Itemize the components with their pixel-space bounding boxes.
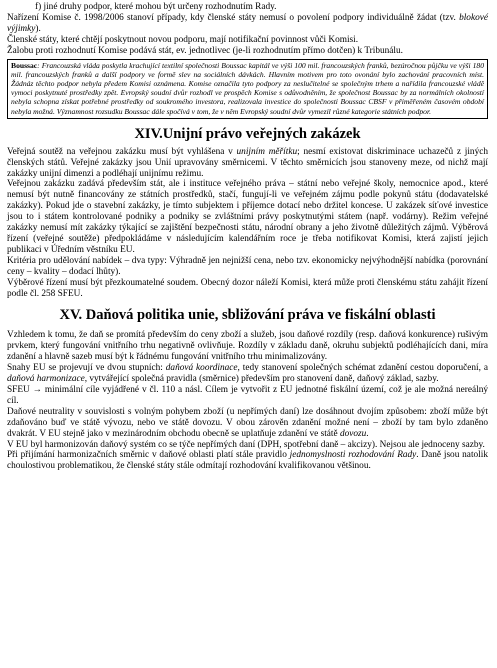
import-term: dovozu — [339, 428, 367, 439]
paragraph-sfeu: SFEU → minimální cíle vyjádřené v čl. 110 a násl. Cílem je vytvořit z EU jednotné fiskální území, což je ale možná nereálný cíl. — [7, 384, 488, 406]
unanimity-term: jednomyslnosti rozhodování Rady — [289, 450, 417, 461]
paragraph-review: Výběrové řízení musí být přezkoumatelné soudem. Obecný dozor náleží Komisi, která může proti členskému státu zahájit řízení podle čl. 258 SFEU. — [7, 277, 488, 299]
list-item-f: f) jiné druhy podpor, které mohou být určeny rozhodnutím Rady. — [35, 2, 277, 12]
boussac-case-label: Boussac — [11, 60, 38, 70]
section-heading-public-procurement: XIV.Unijní právo veřejných zakázek — [134, 125, 361, 142]
paragraph-action: Žalobu proti rozhodnutí Komise podává stát, ev. jednotlivec (je-li rozhodnutím přímo dotčen) k Tribunálu. — [7, 45, 403, 56]
paragraph-tax-differences: Vzhledem k tomu, že daň se promítá především do ceny zboží a služeb, jsou daňové rozdíly (resp. daňová konkurence) rušivým prvkem, který fungování vnitřního trhu negativně ovlivňuje. Rozdíly v základu daně, okruhu subjektů podléhajících dani, míra zdanění a hlavně sazeb musí být k řádnému fungování vnitřního trhu minimalizovány. — [7, 330, 488, 363]
union-scale-term: unijním měřítku — [236, 146, 298, 157]
paragraph-eu-efforts: Snahy EU se projevují ve dvou stupních: daňová koordinace, tedy stanovení společných schémat zdanění cestou doporučení, a daňová harmonizace, vytvářející společná pravidla (směrnice) především pro stanovení daně, daňový základ, sazby. — [7, 363, 489, 385]
section-heading-tax-policy: XV. Daňová politika unie, sbližování práva ve fiskální oblasti — [59, 307, 436, 324]
paragraph-notification: Členské státy, které chtějí poskytnout novou podporu, mají notifikační povinnost vůči Komisi. — [7, 34, 359, 45]
boussac-case-box — [7, 59, 488, 119]
paragraph-neutrality: Daňové neutrality v souvislosti s volným pohybem zboží (u nepřímých daní) lze dosáhnout dvojím způsobem: zboží může být zdaňováno buď ve státě vývozu, nebo ve státě dovozu. V obou zárověn zdanění možné není – zboží by tam bylo zdaněno dvakrát. V EU stejně jako v mezinárodním obchodu obecně se uplatňuje zdanění ve státě dovozu. — [7, 406, 488, 439]
tax-harmonization-term: daňová harmonizace — [7, 374, 85, 385]
paragraph-unanimity: Při přijímání harmonizačních směrnic v daňové oblasti platí stále pravidlo jednomyslnosti rozhodování Rady. Daně jsou natolik choulostivou problematikou, že členské státy stále odmítají rozhodování kvalifikovanou většinou. — [7, 450, 488, 472]
block-exemptions-term: blokové výjimky — [7, 12, 488, 34]
paragraph-contracting-authority: Veřejnou zakázku zadává především stát, ale i instituce veřejného práva – státní nebo veřejné školy, nemocnice apod., které nemusí být nutně financovány ze státních prostředků, stačí, fungují-li ve veřejném zájmu podle pokynů státu (dodavatelské zakázky). Pokud jde o stavební zakázky, je tímto subjektem i příjemce dotací nebo držitel koncese. U zakázek síťové investice jsou to i státem kontrolované podniky a podniky se zvláštními právy poskytnutými státem (např. vodárny). Režim veřejné zakázky nemusí mít zakázky týkající se zajištění bezpečnosti státu, národní obrany a jeho životně důležitých zájmů. Výběrová řízení (veřejné soutěže) předpokládáme v následujícím kalendářním roce je třeba notifikovat Komisi, která zajistí jejich publikaci v Úředním věstníku EU. — [7, 179, 488, 255]
tax-coordination-term: daňová koordinace — [165, 363, 238, 374]
paragraph-harmonized: V EU byl harmonizován daňový systém co se týče nepřímých daní (DPH, spotřební daně – akcizy). Nejsou ale jednoceny sazby. — [7, 439, 485, 450]
boussac-case-text: : Francouzská vláda poskytla krachující textilní společnosti Boussac kapitál ve výši 100 mil. francouzských franků, bezúročnou půjčku ve výši 180 mil. francouzských franků a další podpory ve formě slev na sociálních dávkách. Hlavním motivem pro toto ovonání bylo zachování pracovních míst. Žádnáz těchto podpor nebyla předem Komisi oznámena. Komise označila tyto podpory za neslučitelné se společným trhem a nařídila francouzské vládě vymoci poskytnuté prostředky zpět. Evropský soudní dvůr rozhodl ve prospěch Komise s odůvodněním, že společnost Boussac by za normálních okolností nebyla schopna získat potřebné prostředky od soukromého investora, realizovala investice do společnosti Boussac CBSF v přiměřeném časovém období nebyla možná. Významnost rozsudku Boussac dále spočívá v tom, že v něm Evropský soudní dvůr vymezil různé kategorie státních podpor. — [11, 60, 484, 116]
paragraph-regulation: Nařízení Komise č. 1998/2006 stanoví případy, kdy členské státy nemusí o povolení podpory individuálně žádat (tzv. blokové výjimky). — [7, 12, 488, 34]
paragraph-criteria: Kritéria pro udělování nabídek – dva typy: Výhradně jen nejnižší cena, nebo tzv. ekonomicky nejvýhodnější nabídka (porovnání ceny – kvality – dodací lhůty). — [7, 255, 488, 277]
paragraph-tender: Veřejná soutěž na veřejnou zakázku musí být vyhlášena v unijním měřítku; nesmí existovat diskriminace uchazečů z jiných členských států. Veřejné zakázky jsou Unií upravovány směrnicemi. V těchto směrnicích jsou stanoveny meze, od nichž mají zakázky unijní dimenzi a podléhají unijnímu režimu. — [7, 146, 488, 179]
